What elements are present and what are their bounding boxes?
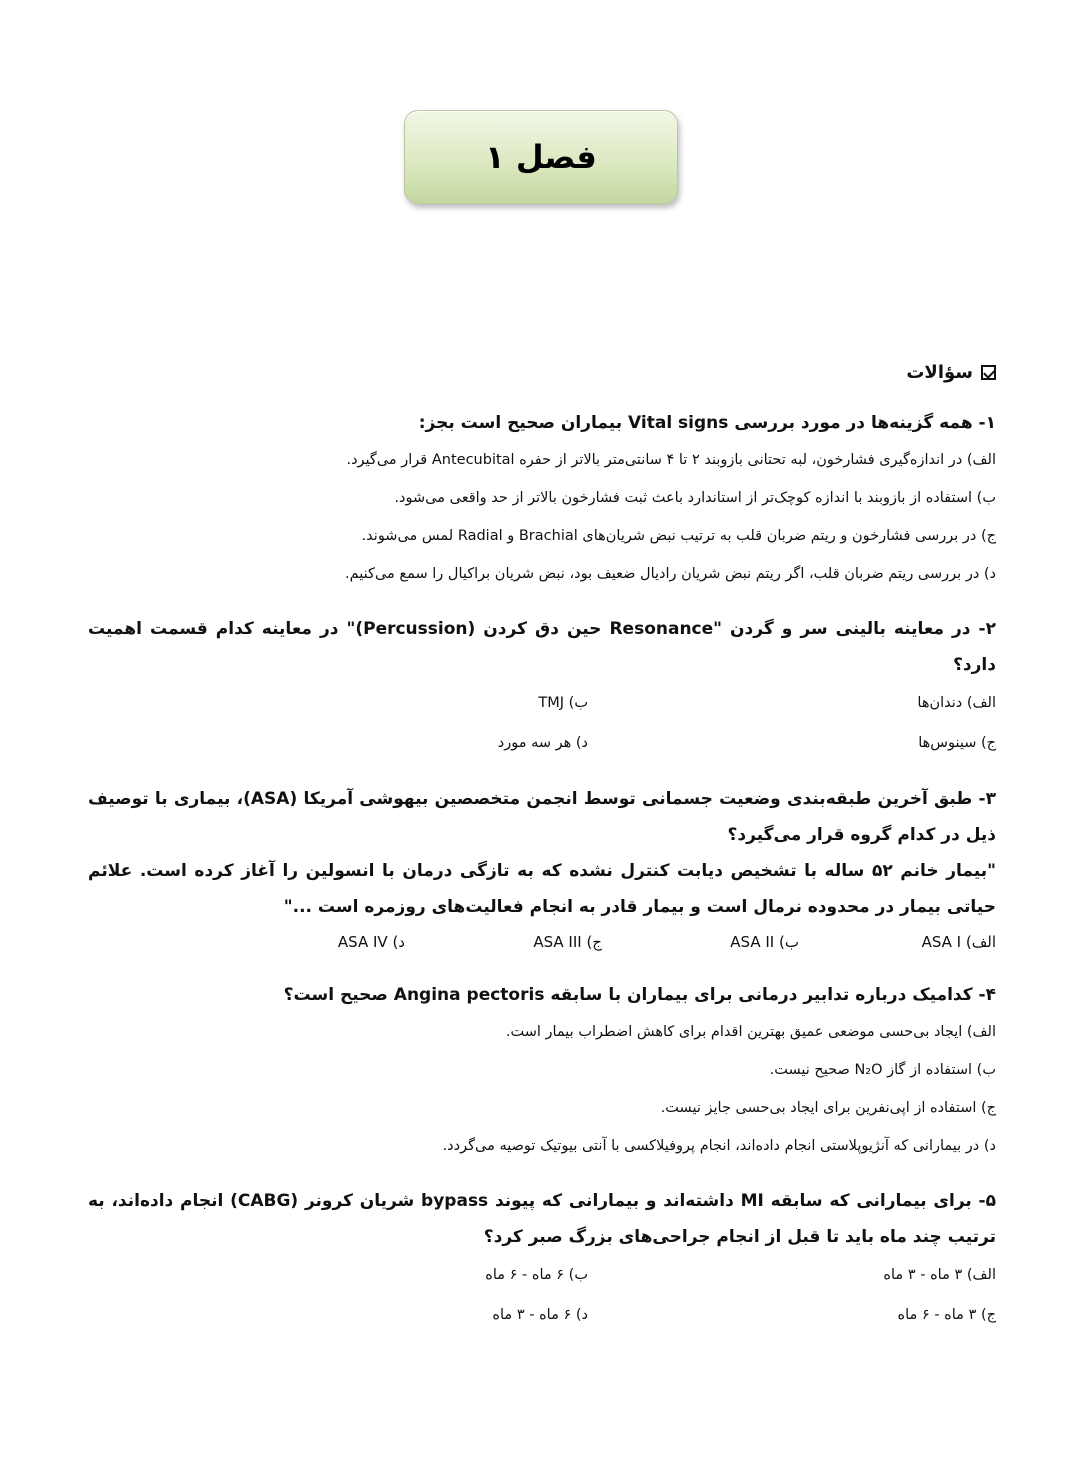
question-3 (88, 781, 996, 959)
option: الف) ۳ ماه - ۳ ماه (883, 1267, 996, 1283)
option: الف) در اندازه‌گیری فشارخون، لبه تحتانی بازوبند ۲ تا ۴ سانتی‌متر بالاتر از حفره Antecubital قرار می‌گیرد. (346, 452, 996, 468)
chapter-banner (404, 110, 678, 204)
option: د) در بررسی ریتم ضربان قلب، اگر ریتم نبض شریان رادیال ضعیف بود، نبض شریان براکیال را سمع می‌کنیم. (345, 566, 996, 582)
question-stem: ۱- همه گزینه‌ها در مورد بررسی Vital signs بیماران صحیح است بجز: (418, 413, 996, 433)
options-grid (88, 1255, 996, 1335)
option: ب) ASA II (730, 933, 799, 951)
option: ج) ASA III (533, 933, 602, 951)
options-grid (88, 683, 996, 763)
option: الف) ایجاد بی‌حسی موضعی عمیق بهترین اقدام برای کاهش اضطراب بیمار است. (505, 1024, 996, 1040)
option: ج) ۳ ماه - ۶ ماه (897, 1307, 996, 1323)
option: د) هر سه مورد (497, 735, 588, 751)
option: د) در بیمارانی که آنژیوپلاستی انجام داده‌اند، انجام پروفیلاکسی با آنتی بیوتیک توصیه می‌گردد. (442, 1138, 996, 1154)
option: الف) دندان‌ها (917, 695, 996, 711)
question-stem: ۵- برای بیمارانی که سابقه MI داشته‌اند و بیمارانی که پیوند bypass شریان کرونر (CABG) انجام داده‌اند، به ترتیب چند ماه باید تا قبل از انجام جراحی‌های بزرگ صبر کرد؟ (88, 1191, 996, 1247)
option: ج) در بررسی فشارخون و ریتم ضربان قلب به ترتیب نبض شریان‌های Brachial و Radial لمس می‌شوند. (361, 528, 996, 544)
option: ب) ۶ ماه - ۶ ماه (485, 1267, 588, 1283)
case-description: "بیمار خانم ۵۲ ساله با تشخیص دیابت کنترل نشده که به تازگی درمان با انسولین را آغاز کرده است. علائم حیاتی بیمار در محدوده نرمال است و بیمار قادر به انجام فعالیت‌های روزمره است ..." (88, 861, 996, 917)
checkbox-checked-icon (981, 365, 996, 380)
option: د) ASA IV (337, 933, 405, 951)
chapter-title: فصل ۱ (485, 138, 597, 176)
question-stem: ۳- طبق آخرین طبقه‌بندی وضعیت جسمانی توسط انجمن متخصصین بیهوشی آمریکا (ASA)، بیماری با توصیف ذیل در کدام گروه قرار می‌گیرد؟ (88, 789, 997, 845)
question-4 (88, 977, 996, 1165)
option: ب) TMJ (538, 695, 588, 711)
option: الف) ASA I (921, 933, 996, 951)
section-title: سؤالات (906, 362, 973, 383)
options-grid (88, 925, 996, 959)
option: د) ۶ ماه - ۳ ماه (492, 1307, 588, 1323)
questions-content (88, 362, 996, 1353)
question-5 (88, 1183, 996, 1335)
question-stem: ۴- کدامیک درباره تدابیر درمانی برای بیماران با سابقه Angina pectoris صحیح است؟ (283, 985, 996, 1005)
question-2 (88, 611, 996, 763)
question-stem: ۲- در معاینه بالینی سر و گردن "Resonance حین دق کردن (Percussion)" در معاینه کدام قسمت اهمیت دارد؟ (88, 619, 996, 675)
option: ج) سینوس‌ها (918, 735, 996, 751)
option: ج) استفاده از اپی‌نفرین برای ایجاد بی‌حسی جایز نیست. (660, 1100, 996, 1116)
option: ب) استفاده از گاز N₂O صحیح نیست. (769, 1062, 996, 1078)
section-header (88, 362, 996, 383)
question-1 (88, 405, 996, 593)
option: ب) استفاده از بازوبند با اندازه کوچک‌تر از استاندارد باعث ثبت فشارخون بالاتر از حد واقعی می‌شود. (394, 490, 996, 506)
